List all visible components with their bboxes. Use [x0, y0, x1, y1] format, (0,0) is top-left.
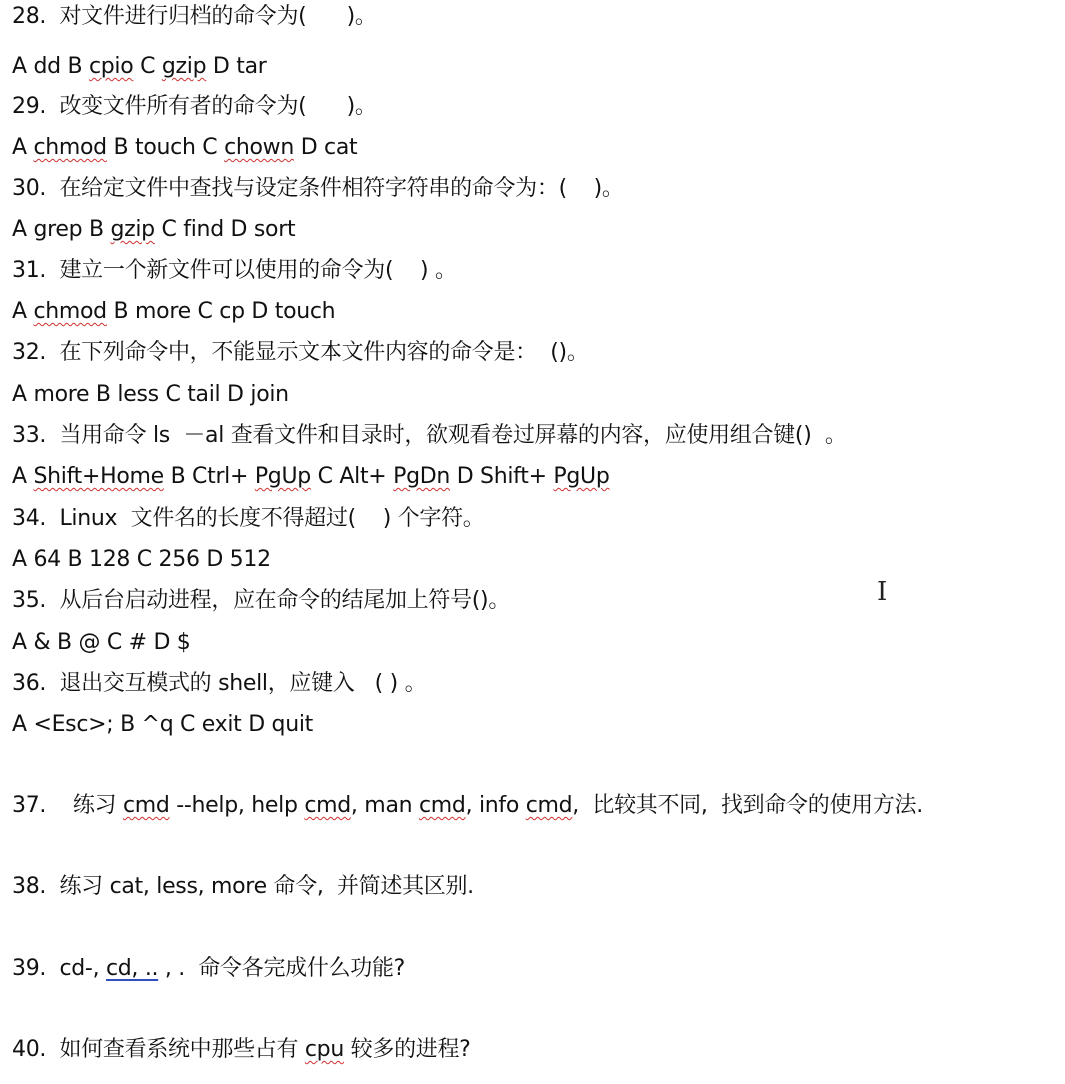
question-29 — [12, 92, 377, 122]
text-segment: C — [133, 54, 162, 79]
text-segment: B touch C — [106, 135, 225, 160]
question-36 — [12, 669, 426, 699]
text-segment: --help, help — [169, 793, 305, 818]
text-segment: A — [12, 135, 34, 160]
text-segment: cpio — [88, 54, 134, 79]
answer-options-30 — [12, 215, 295, 245]
text-segment: 30. 在给定文件中查找与设定条件相符字符串的命令为：( )。 — [12, 176, 624, 201]
text-segment: cmd — [122, 793, 170, 818]
text-segment: D Shift+ — [450, 464, 554, 489]
text-segment: cpu — [304, 1037, 344, 1062]
text-segment: A & B @ C # D $ — [12, 630, 191, 655]
answer-options-33 — [12, 462, 610, 492]
text-segment: 33. 当用命令 ls －al 查看文件和目录时，欲观看卷过屏幕的内容，应使用组合键() 。 — [12, 423, 847, 448]
text-segment: Shift+Home — [33, 464, 164, 489]
text-segment: 35. 从后台启动进程，应在命令的结尾加上符号()。 — [12, 588, 511, 613]
text-segment: , . 命令各完成什么功能? — [158, 956, 406, 981]
text-segment: A — [12, 299, 34, 324]
answer-options-32 — [12, 380, 289, 410]
text-segment: A <Esc>; B ^q C exit D quit — [12, 712, 313, 737]
text-segment: gzip — [110, 217, 155, 242]
text-segment: PgUp — [254, 464, 311, 489]
text-segment: C Alt+ — [310, 464, 394, 489]
question-32 — [12, 338, 589, 368]
question-40 — [12, 1035, 471, 1065]
text-segment: chown — [224, 135, 294, 160]
text-segment: 36. 退出交互模式的 shell，应键入 ( ) 。 — [12, 671, 427, 696]
text-segment: chmod — [33, 135, 107, 160]
question-38 — [12, 872, 474, 902]
question-31 — [12, 256, 457, 286]
text-segment: cd, .. — [105, 956, 159, 981]
question-28 — [12, 2, 377, 32]
text-segment: B more C cp D touch — [106, 299, 336, 324]
answer-options-34 — [12, 545, 271, 575]
text-segment: , man — [350, 793, 419, 818]
answer-options-31 — [12, 297, 335, 327]
text-segment: A more B less C tail D join — [12, 382, 289, 407]
text-segment: gzip — [161, 54, 207, 79]
text-segment: A 64 B 128 C 256 D 512 — [12, 547, 271, 572]
text-segment: 40. 如何查看系统中那些占有 — [12, 1037, 305, 1062]
question-33 — [12, 421, 847, 451]
question-35 — [12, 586, 510, 616]
text-segment: PgDn — [393, 464, 451, 489]
text-cursor-icon: I — [877, 577, 888, 607]
question-34 — [12, 504, 484, 534]
text-segment: cmd — [418, 793, 466, 818]
text-segment: A — [12, 464, 34, 489]
text-segment: 32. 在下列命令中，不能显示文本文件内容的命令是： ()。 — [12, 340, 589, 365]
text-segment: A dd B — [12, 54, 89, 79]
text-segment: 较多的进程? — [343, 1037, 471, 1062]
answer-options-35 — [12, 628, 190, 658]
text-segment: , info — [465, 793, 526, 818]
text-segment: PgUp — [553, 464, 610, 489]
text-segment: , 比较其不同, 找到命令的使用方法. — [572, 793, 923, 818]
text-segment: D tar — [206, 54, 267, 79]
text-segment: 38. 练习 cat, less, more 命令, 并简述其区别. — [12, 874, 474, 899]
text-segment: 29. 改变文件所有者的命令为( )。 — [12, 94, 377, 119]
question-30 — [12, 174, 624, 204]
text-segment: 37. 练习 — [12, 793, 123, 818]
text-segment: D cat — [294, 135, 358, 160]
text-segment: 31. 建立一个新文件可以使用的命令为( ) 。 — [12, 258, 457, 283]
text-segment: cmd — [525, 793, 573, 818]
answer-options-29 — [12, 133, 357, 163]
answer-options-36 — [12, 710, 313, 740]
text-segment: 28. 对文件进行归档的命令为( )。 — [12, 4, 377, 29]
text-segment: 34. Linux 文件名的长度不得超过( ) 个字符。 — [12, 506, 485, 531]
question-39 — [12, 954, 405, 984]
text-segment: C find D sort — [154, 217, 296, 242]
answer-options-28 — [12, 52, 267, 82]
text-segment: chmod — [33, 299, 107, 324]
text-segment: cmd — [304, 793, 351, 818]
text-segment: 39. cd-, — [12, 956, 106, 981]
text-segment: B Ctrl+ — [163, 464, 255, 489]
text-segment: A grep B — [12, 217, 111, 242]
question-37 — [12, 791, 923, 821]
